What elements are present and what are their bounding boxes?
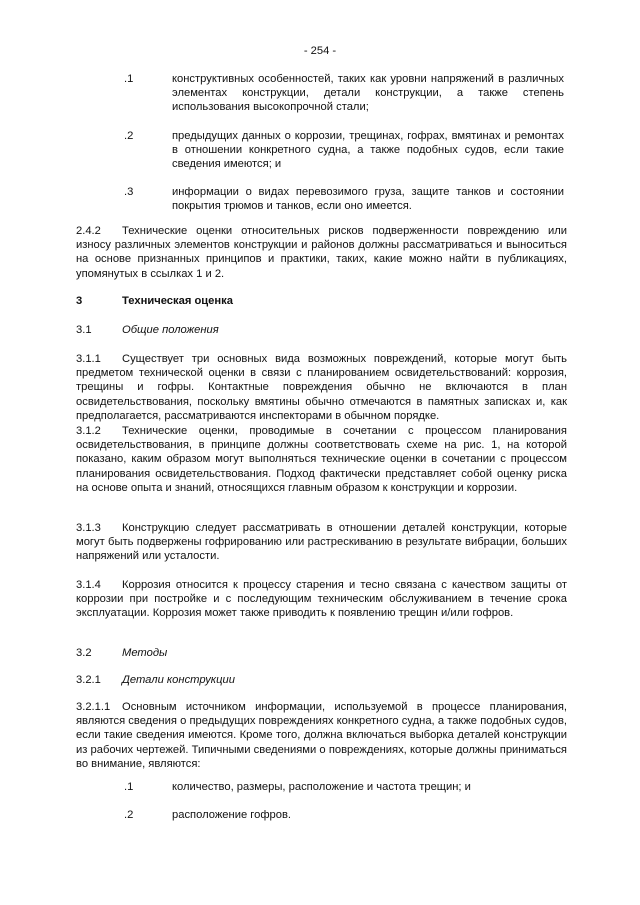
paragraph-number: 3.1.2 <box>76 425 101 437</box>
subsection-title: Детали конструкции <box>122 674 235 686</box>
paragraph-2-4-2 <box>76 224 567 281</box>
subsection-title: Методы <box>122 647 168 659</box>
list-item-text: расположение гофров. <box>172 809 292 821</box>
subsection-number: 3.1 <box>76 324 92 336</box>
subsection-heading <box>76 673 235 687</box>
subsection-heading <box>76 323 219 337</box>
paragraph-number: 3.1.1 <box>76 353 101 365</box>
subsection-title: Общие положения <box>122 324 219 336</box>
list-item <box>124 72 564 116</box>
paragraph-text: Коррозия относится к процессу старения и тесно связана с качеством защиты от коррозии при постройке и с последующим техническим обслуживанием в течение срока эксплуатации. Коррозия может также приводить к появлению трещин и/или гофров. <box>76 579 567 620</box>
paragraph-number: 3.1.4 <box>76 579 101 591</box>
paragraph-text: Технические оценки относительных рисков подверженности повреждению или износу различных элементов конструкции и районов должны рассматриваться и выноситься на основе признанных принципов и практики, таких, какие можно найти в публикациях, упомянутых в ссылках 1 и 2. <box>76 225 567 280</box>
subsection-number: 3.2 <box>76 647 92 659</box>
list-item <box>124 808 564 824</box>
list-item <box>124 780 564 796</box>
list-item-number: .2 <box>124 809 134 821</box>
paragraph-number: 3.1.3 <box>76 522 101 534</box>
page-number: - 254 - <box>303 45 337 57</box>
paragraph-3-2-1-1 <box>76 700 567 771</box>
subsection-heading <box>76 646 167 660</box>
list-item <box>124 185 564 215</box>
list-item-number: .2 <box>124 130 134 142</box>
paragraph-text: Конструкцию следует рассматривать в отношении деталей конструкции, которые могут быть подвержены гофрированию или растрескиванию в результате вибрации, больших напряжений или усталости. <box>76 522 567 563</box>
list-item-text: конструктивных особенностей, таких как уровни напряжений в различных элементах конструкции, детали конструкции, а также степень использования высокопрочной стали; <box>172 73 564 114</box>
paragraph-text: Технические оценки, проводимые в сочетании с процессом планирования освидетельствования, в принципе должны соответствовать схеме на рис. 1, на которой показано, каким образом могут выполняться технические оценки в сочетании с процессом планирования освидетельствования. Подход фактически представляет собой оценку риска на основе опыта и знаний, относящихся главным образом к конструкции и коррозии. <box>76 425 567 494</box>
section-heading <box>76 294 233 308</box>
paragraph-text: Существует три основных вида возможных повреждений, которые могут быть предметом технической оценки в связи с планированием освидетельствований: коррозия, трещины и гофры. Контактные повреждения обычно не включаются в план освидетельствования, поскольку вмятины обычно отмечаются в памятных записках и, как предполагается, рассматриваются инспекторами в обычном порядке. <box>76 353 567 422</box>
list-item-number: .1 <box>124 73 134 85</box>
list-item-text: предыдущих данных о коррозии, трещинах, гофрах, вмятинах и ремонтах в отношении конкретного судна, а также подобных судов, если такие сведения имеются; и <box>172 130 564 171</box>
list-item-number: .3 <box>124 186 134 198</box>
paragraph-3-1-2 <box>76 424 567 495</box>
paragraph-number: 3.2.1.1 <box>76 701 111 713</box>
section-title: Техническая оценка <box>122 295 233 307</box>
list-item-text: информации о видах перевозимого груза, защите танков и состоянии покрытия трюмов и танков, если оно имеется. <box>172 186 564 213</box>
paragraph-3-1-1 <box>76 352 567 423</box>
list-item-text: количество, размеры, расположение и частота трещин; и <box>172 781 471 793</box>
paragraph-3-1-4 <box>76 578 567 621</box>
paragraph-text: Основным источником информации, используемой в процессе планирования, являются сведения о предыдущих повреждениях конкретного судна, а также подобных судов, если такие сведения имеются. Кроме того, должна включаться выборка деталей конструкции из рабочих чертежей. Типичными сведениями о повреждениях, которые должны приниматься во внимание, являются: <box>76 701 567 770</box>
list-item <box>124 129 564 173</box>
subsection-number: 3.2.1 <box>76 674 101 686</box>
section-number: 3 <box>76 295 83 307</box>
list-item-number: .1 <box>124 781 134 793</box>
paragraph-number: 2.4.2 <box>76 225 101 237</box>
paragraph-3-1-3 <box>76 521 567 564</box>
